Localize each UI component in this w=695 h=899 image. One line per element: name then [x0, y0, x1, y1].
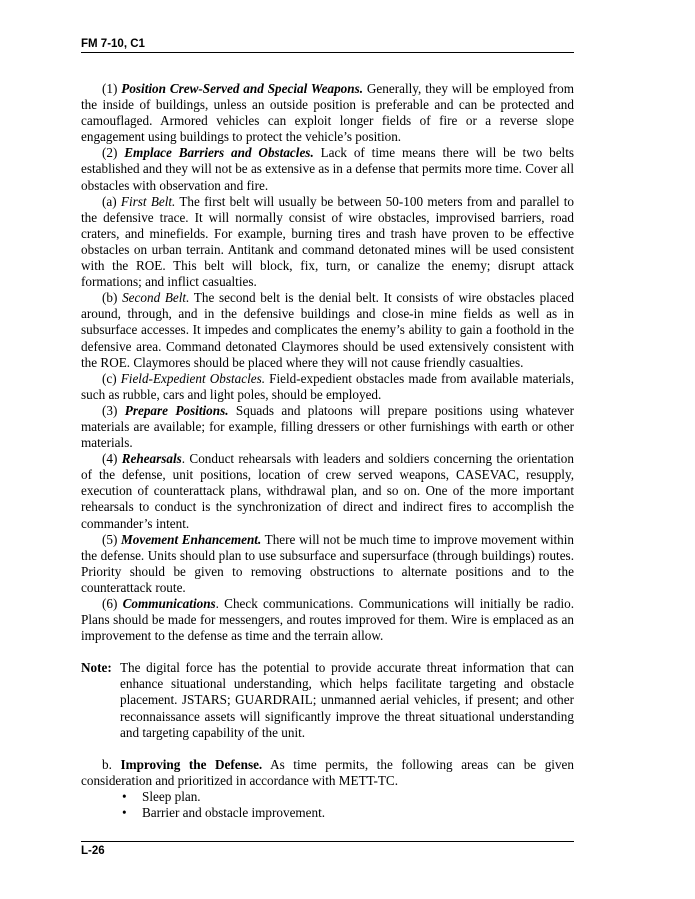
paragraph-3	[81, 403, 574, 451]
subparagraph-c	[81, 371, 574, 403]
para-number: (5)	[102, 531, 118, 547]
note-label: Note:	[81, 660, 112, 676]
para-heading: Second Belt.	[122, 290, 190, 306]
section-b	[81, 757, 574, 789]
para-heading: Field-Expedient Obstacles.	[120, 370, 266, 386]
para-text: There will not be much time to improve movement within the defense. Units should plan to use subsurface and supersurface (through buildings) routes. Priority should be given to removing obstructions to alternate positions and to the counterattack route.	[81, 531, 575, 595]
para-number: (b)	[102, 290, 118, 306]
para-text: Lack of time means there will be two belts established and they will not be as extensive as in a defense that permits more time. Cover all obstacles with observation and fire.	[81, 145, 575, 193]
para-text: Field-expedient obstacles made from available materials, such as rubble, cars and light poles, should be employed.	[81, 370, 574, 402]
para-text: The first belt will usually be between 50-100 meters from and parallel to the defensive trace. It will normally consist of wire obstacles, improvised barriers, road craters, and minefields. For example, burning tires and trash have proven to be effective obstacles on urban terrain. Antitank and command detonated mines will be used consistent with the ROE. This belt will block, fix, turn, or canalize the enemy; disrupt attack formations; and inflict casualties.	[81, 193, 574, 290]
para-text: The second belt is the denial belt. It consists of wire obstacles placed around, through, and in the defensive buildings and close-in mine fields as well as in subsurface accesses. It impedes and complicates the enemy’s ability to gain a foothold in the defensive area. Command detonated Claymores should be used extensively consistent with the ROE. Claymores should be placed where they will not cause friendly casualties.	[81, 290, 574, 370]
para-heading: Rehearsals	[121, 451, 182, 467]
para-number: (a)	[102, 193, 117, 209]
page-body	[81, 81, 574, 821]
paragraph-6	[81, 596, 574, 644]
paragraph-5	[81, 532, 574, 596]
section-letter: b.	[102, 756, 112, 772]
bullet-icon: •	[122, 805, 127, 821]
para-number: (c)	[102, 370, 117, 386]
note-block	[81, 660, 574, 740]
para-text: Generally, they will be employed from the inside of buildings, unless an outside position is preferable and can be protected and camouflaged. Armored vehicles can exploit longer fields of fire or a reverse slope engagement using buildings to protect the vehicle’s position.	[81, 81, 574, 145]
section-heading: Improving the Defense.	[120, 756, 263, 772]
doc-id: FM 7-10, C1	[81, 38, 145, 50]
page-number: L-26	[81, 845, 105, 857]
para-text: . Conduct rehearsals with leaders and soldiers concerning the orientation of the defense, unit positions, location of crew served weapons, CASEVAC, resupply, execution of counterattack plans, withdrawal plan, and so on. One of the more important rehearsals to conduct is the synchronization of direct and indirect fires to accomplish the commander’s intent.	[81, 451, 574, 531]
para-heading: Movement Enhancement.	[121, 531, 262, 547]
list-item-text: Barrier and obstacle improvement.	[142, 805, 326, 821]
note-text: The digital force has the potential to provide accurate threat information that can enhance situational understanding, which helps facilitate targeting and obstacle placement. JSTARS; GUARDRAIL; unmanned aerial vehicles, if present; and other reconnaissance assets will significantly improve the threat situational understanding and targeting capability of the unit.	[120, 660, 574, 740]
paragraph-1	[81, 81, 574, 145]
running-header	[81, 38, 574, 53]
para-heading: Position Crew-Served and Special Weapons.	[121, 81, 364, 96]
para-text: . Check communications. Communications will initially be radio. Plans should be made for messengers, and routes improved for them. Wire is emplaced as an improvement to the defense as time and the terrain allow.	[81, 596, 574, 644]
paragraph-4	[81, 451, 574, 531]
para-heading: Prepare Positions.	[124, 402, 229, 418]
list-item-text: Sleep plan.	[142, 788, 201, 804]
para-heading: First Belt.	[120, 193, 176, 209]
subparagraph-b	[81, 290, 574, 370]
para-number: (1)	[102, 81, 118, 96]
para-heading: Communications	[122, 596, 216, 611]
para-number: (3)	[102, 402, 118, 418]
paragraph-2	[81, 145, 574, 193]
running-footer	[81, 841, 574, 857]
para-number: (4)	[102, 451, 118, 467]
list-item	[122, 805, 574, 821]
list-item	[122, 789, 574, 805]
para-number: (2)	[102, 145, 118, 161]
para-text: Squads and platoons will prepare positions using whatever materials are available; for example, filling dressers or other furnishings with earth or other materials.	[81, 402, 575, 451]
subparagraph-a	[81, 194, 574, 291]
para-heading: Emplace Barriers and Obstacles.	[124, 145, 314, 161]
section-text: As time permits, the following areas can be given consideration and prioritized in accordance with METT-TC.	[81, 756, 574, 788]
bullet-icon: •	[122, 788, 127, 804]
para-number: (6)	[102, 596, 118, 611]
bullet-list	[81, 789, 574, 821]
